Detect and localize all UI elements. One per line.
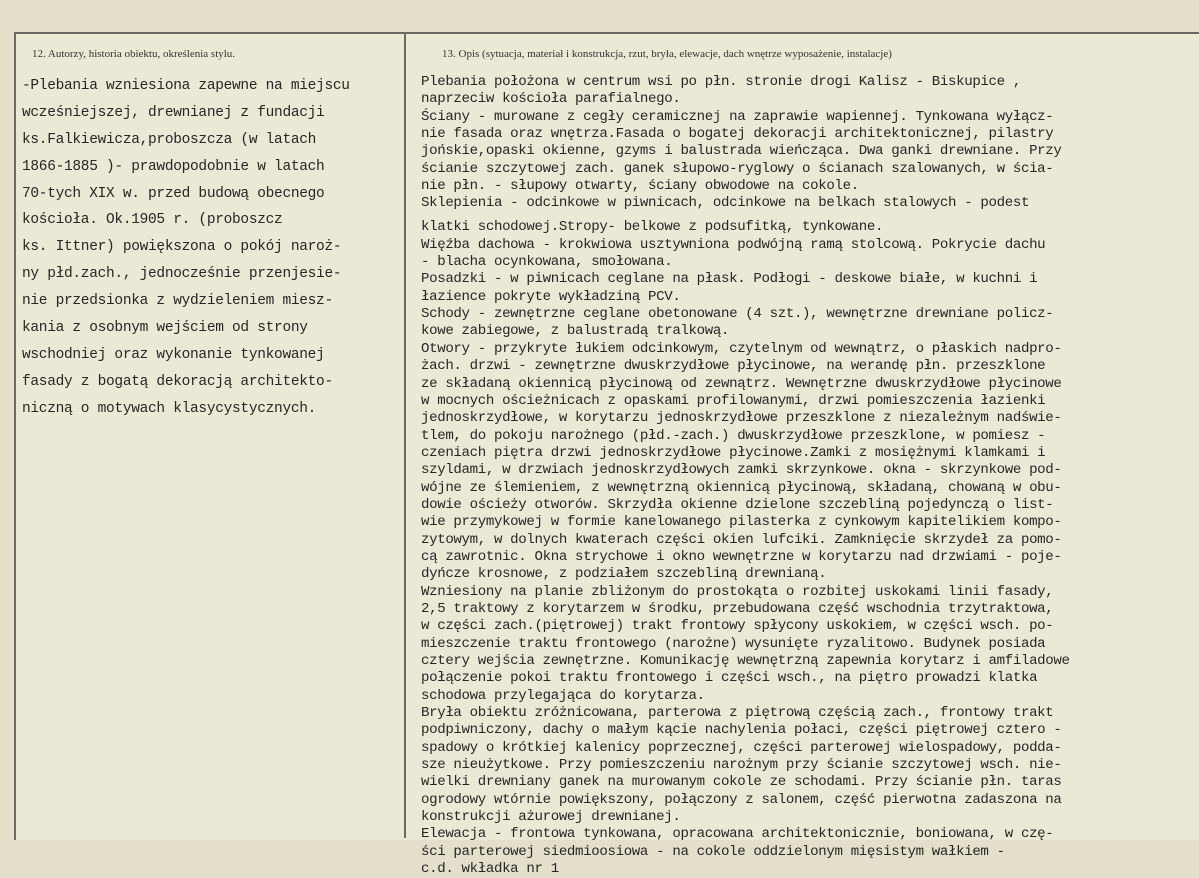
text-line: schodowa przylegająca do korytarza. [421,687,705,704]
text-line: Otwory - przykryte łukiem odcinkowym, czytelnym od wewnątrz, o płaskich nadpro- [421,340,1062,357]
text-line: spadowy o krótkiej kalenicy poprzecznej, części parterowej wielospadowy, podda- [421,739,1062,756]
text-line: jednoskrzydłowe, w korytarzu jednoskrzydłowe przeszklone z niezależnym nadświe- [421,410,1062,427]
text-line: 1866-1885 )- prawdopodobnie w latach [22,158,325,175]
text-line: czeniach piętra drzwi jednoskrzydłowe płycinowe.Zamki z mosiężnymi klamkami i [421,444,1046,461]
text-line: Posadzki - w piwnicach ceglane na płask. Podłogi - deskowe białe, w kuchni i [421,271,1038,288]
text-line: w mocnych ościeżnicach z opaskami profilowanymi, drzwi pomieszczenia łazienki [421,392,1046,409]
text-line: szyldami, w drzwiach jednoskrzydłowych zamki skrzynkowe. okna - skrzynkowe pod- [421,462,1062,479]
text-line: ks.Falkiewicza,proboszcza (w latach [22,131,317,148]
text-line: 2,5 traktowy z korytarzem w środku, przebudowana część wschodnia trzytraktowa, [421,600,1054,617]
history-text-column [22,73,404,423]
text-line: Plebania położona w centrum wsi po płn. stronie drogi Kalisz - Biskupice , [421,74,1021,90]
text-line: żach. drzwi - zewnętrzne dwuskrzydłowe płycinowe, na werandę płn. przeszklone [421,358,1046,375]
text-line: klatki schodowej.Stropy- belkowe z podsufitką, tynkowane. [421,219,884,236]
text-line: Bryła obiektu zróżnicowana, parterowa z piętrową częścią zach., frontowy trakt [421,705,1054,722]
text-line: Wzniesiony na planie zbliżonym do prostokąta o rozbitej uskokami linii fasady, [421,583,1054,600]
text-line: naprzeciw kościoła parafialnego. [421,91,681,108]
text-line: nie fasada oraz wnętrza.Fasada o bogatej dekoracji architektonicznej, pilastry [421,126,1054,143]
text-line: zytowym, w dolnych kwaterach części okien lufciki. Zamknięcie skrzydeł za pomo- [421,531,1062,548]
text-line: tlem, do pokoju narożnego (płd.-zach.) dwuskrzydłowe przeszklone, w pomiesz - [421,427,1046,444]
text-line: kościoła. Ok.1905 r. (proboszcz [22,212,283,229]
text-line: ogrodowy wtórnie powiększony, połączony z salonem, część pierwotna zadaszona na [421,791,1062,808]
text-line: dowie ościeży otworów. Skrzydła okienne dzielone szczebliną pojedynczą o list- [421,496,1054,513]
text-line: połączenie pokoi traktu frontowego i części wsch., na piętro prowadzi klatka [421,670,1038,687]
text-line: 70-tych XIX w. przed budową obecnego [22,185,325,202]
column-divider [404,32,406,838]
text-line: Elewacja - frontowa tynkowana, opracowana architektonicznie, boniowana, w czę- [421,826,1054,843]
text-line: cą zawrotnic. Okna strychowe i okno wewnętrzne w korytarzu nad drzwiami - poje- [421,548,1062,565]
text-line: cztery wejścia zewnętrzne. Komunikację wewnętrzną zapewnia korytarz i amfiladowe [421,653,1070,669]
text-line: dyńcze krosnowe, z podziałem szczebliną drewnianą. [421,566,827,583]
text-line: ks. Ittner) powiększona o pokój naroż- [22,239,342,256]
text-line: mieszczenie traktu frontowego (narożne) wysunięte ryzalitowo. Budynek posiada [421,635,1046,652]
text-line: wcześniejszej, drewnianej z fundacji [22,104,325,121]
text-line: c.d. wkładka nr 1 [421,861,559,878]
text-line: fasady z bogatą dekoracją architekto- [22,373,333,390]
text-line: w części zach.(piętrowej) trakt frontowy spłycony uskokiem, w części wsch. po- [421,618,1054,635]
text-line: wschodniej oraz wykonanie tynkowanej [22,346,325,363]
text-line: Więźba dachowa - krokwiowa usztywniona podwójną ramą stolcową. Pokrycie dachu [421,236,1046,253]
text-line: -Plebania wzniesiona zapewne na miejscu [22,78,350,94]
text-line: niczną o motywach klasycystycznych. [22,400,317,417]
text-line: wie przymykowej w formie kanelowanego pilasterka z cynkowym kapitelikiem kompo- [421,514,1062,531]
text-line: wielki drewniany ganek na murowanym cokole ze schodami. Przy ścianie płn. taras [421,774,1062,791]
text-line: Ściany - murowane z cegły ceramicznej na zaprawie wapiennej. Tynkowana wyłącz- [421,108,1054,125]
text-line: kowe zabiegowe, z balustradą tralkową. [421,323,730,340]
text-line: Sklepienia - odcinkowe w piwnicach, odcinkowe na belkach stalowych - podest [421,195,1030,212]
text-line: nie przedsionka z wydzieleniem miesz- [22,293,333,310]
text-line: łazience pokryte wykładziną PCV. [421,288,681,305]
text-line: ści parterowej siedmioosiowa - na cokole oddzielonym mięsistym wałkiem - [421,843,1005,860]
text-line: podpiwniczony, dachy o małym kącie nachylenia połaci, części piętrowej cztero - [421,722,1062,739]
text-line: nie płn. - słupowy otwarty, ściany obwodowe na cokole. [421,178,859,195]
section-13-header: 13. Opis (sytuacja, materiał i konstrukcja, rzut, bryła, elewacje, dach wnętrze wyposażenie, instalacje) [442,48,892,60]
text-line: Schody - zewnętrzne ceglane obetonowane (4 szt.), wewnętrzne drewniane policz- [421,306,1054,323]
text-line: konstrukcji ażurowej drewnianej. [421,809,681,826]
text-line: ze składaną okiennicą płycinową od zewnątrz. Wewnętrzne dwuskrzydłowe płycinowe [421,375,1062,392]
text-line: kania z osobnym wejściem od strony [22,320,308,337]
section-12-header: 12. Autorzy, historia obiektu, określenia stylu. [32,48,236,60]
text-line: jońskie,opaski okienne, gzyms i balustrada wieńcząca. Dwa ganki drewniane. Przy [421,143,1062,160]
text-line: wójne ze ślemieniem, z wewnętrzną okiennicą płycinową, składaną, chowaną w obu- [421,479,1062,496]
text-line: sze nieużytkowe. Przy pomieszczeniu narożnym przy ścianie szczytowej wsch. nie- [421,757,1062,774]
description-text-column [421,74,1196,878]
text-line: ny płd.zach., jednocześnie przenjesie- [22,266,342,283]
text-line: - blacha ocynkowana, smołowana. [421,254,673,271]
text-line: ścianie szczytowej zach. ganek słupowo-ryglowy o ścianach szalowanych, w ścia- [421,160,1054,177]
